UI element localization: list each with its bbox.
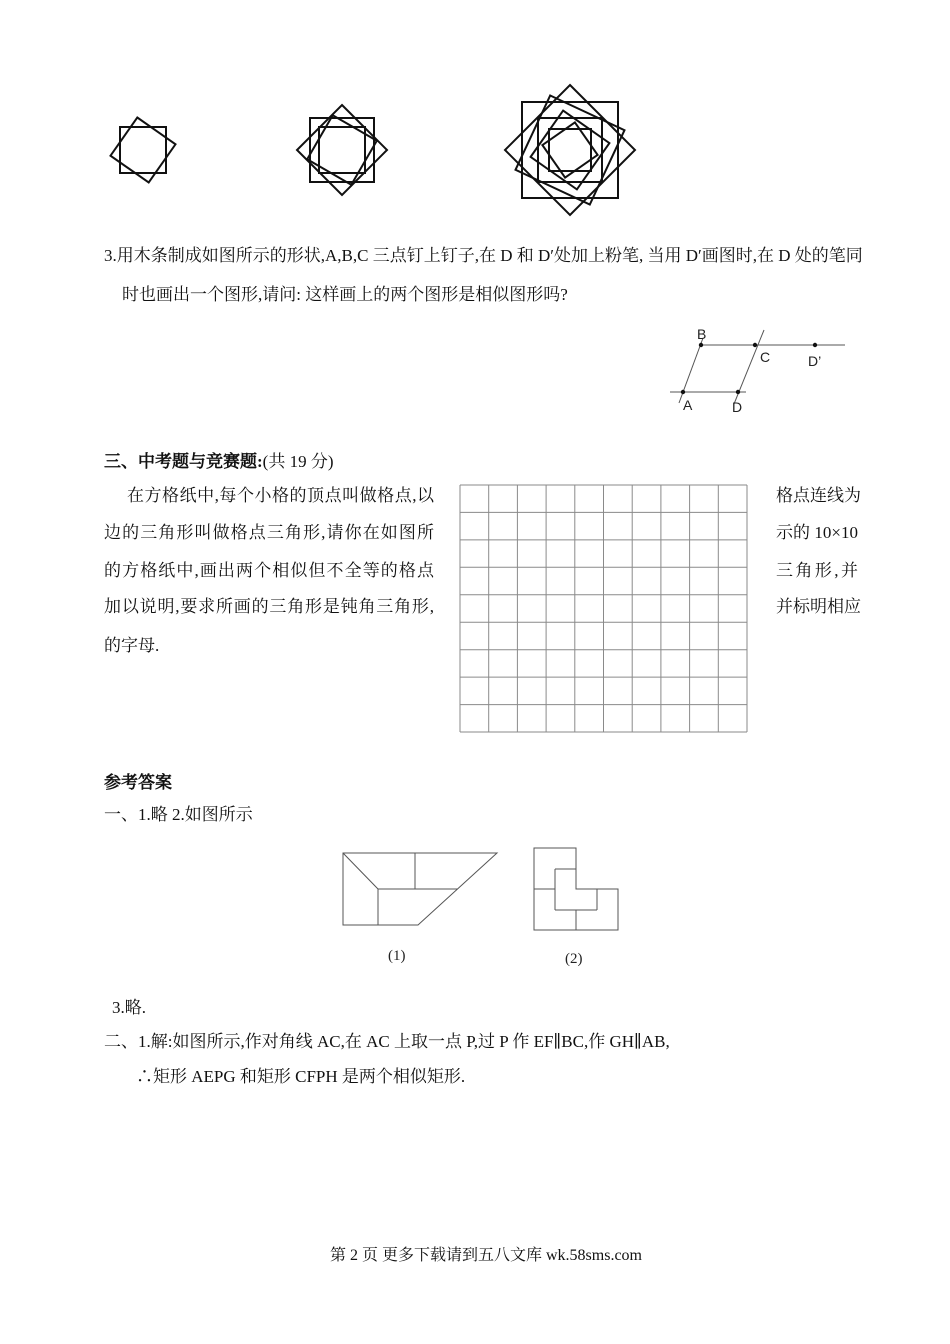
label-a: A (683, 397, 693, 413)
section-3-right-line-4: 并标明相应 (776, 597, 861, 616)
square (120, 127, 166, 173)
parallelogram-figure (670, 326, 845, 415)
rotated-square (307, 115, 377, 185)
square (522, 102, 618, 198)
section-3-right-line-3: 三角形,并 (776, 561, 858, 580)
question-3-line-1: 3.用木条制成如图所示的形状,A,B,C 三点钉上钉子,在 D 和 D′处加上粉笔, 当用 D′画图时,在 D 处的笔同 (104, 246, 863, 265)
point-d-prime (813, 343, 817, 347)
middle-rotated-square (531, 111, 610, 190)
section-3-left-line-2: 边的三角形叫做格点三角形,请你在如图所 (104, 523, 434, 542)
section-3-left-line-5: 的字母. (104, 636, 160, 655)
inner-square (319, 127, 365, 173)
outer-diamond (505, 85, 635, 215)
nested-squares-figure-3 (505, 85, 635, 215)
inner-rotated-square (542, 122, 597, 177)
answers-item-3: 3.略. (112, 998, 146, 1017)
line-dc (734, 330, 764, 404)
label-c: C (760, 349, 771, 365)
label-d: D (732, 399, 743, 415)
answer-figure-2-caption: (2) (565, 951, 583, 967)
point-b (699, 343, 703, 347)
point-d (736, 390, 740, 394)
section-3-title: 三、中考题与竞赛题: (104, 452, 263, 471)
square (310, 118, 374, 182)
point-a (681, 390, 685, 394)
question-3-line-2: 时也画出一个图形,请问: 这样画上的两个图形是相似图形吗? (122, 285, 568, 304)
section-3-left-line-1: 在方格纸中,每个小格的顶点叫做格点,以 (127, 486, 434, 505)
l-shape-outline (534, 848, 618, 930)
answers-part-2-line-1: 二、1.解:如图所示,作对角线 AC,在 AC 上取一点 P,过 P 作 EF∥BC,作 GH∥AB, (104, 1032, 670, 1051)
nested-squares-figure-1 (111, 118, 176, 183)
answer-figure-1 (343, 853, 497, 964)
section-3-left-line-4: 加以说明,要求所画的三角形是钝角三角形, (104, 597, 434, 616)
nested-squares-figure-2 (297, 105, 387, 195)
line-ab (679, 338, 703, 403)
section-3-right-line-1: 格点连线为 (776, 486, 861, 505)
rotated-square (516, 96, 625, 205)
answers-title: 参考答案 (104, 773, 172, 792)
label-d-prime: D’ (808, 353, 822, 369)
answers-part-1: 一、1.略 2.如图所示 (104, 805, 253, 824)
middle-square (538, 118, 602, 182)
division-line (343, 853, 378, 889)
page-footer: 第 2 页 更多下载请到五八文库 wk.58sms.com (330, 1247, 643, 1264)
section-3-score: (共 19 分) (262, 452, 334, 471)
grid-paper (460, 485, 747, 732)
inner-square (549, 129, 591, 171)
outer-diamond (297, 105, 387, 195)
point-c (753, 343, 757, 347)
section-3-right-line-2: 示的 10×10 (776, 523, 858, 542)
answer-figure-2 (534, 848, 618, 967)
trapezoid-outline (343, 853, 497, 925)
answers-part-2-line-2: ∴矩形 AEPG 和矩形 CFPH 是两个相似矩形. (136, 1067, 466, 1086)
label-b: B (697, 326, 707, 342)
section-3-heading (104, 451, 334, 473)
section-3-left-line-3: 的方格纸中,画出两个相似但不全等的格点 (104, 561, 434, 580)
answer-figure-1-caption: (1) (388, 948, 406, 964)
rotated-square (111, 118, 176, 183)
